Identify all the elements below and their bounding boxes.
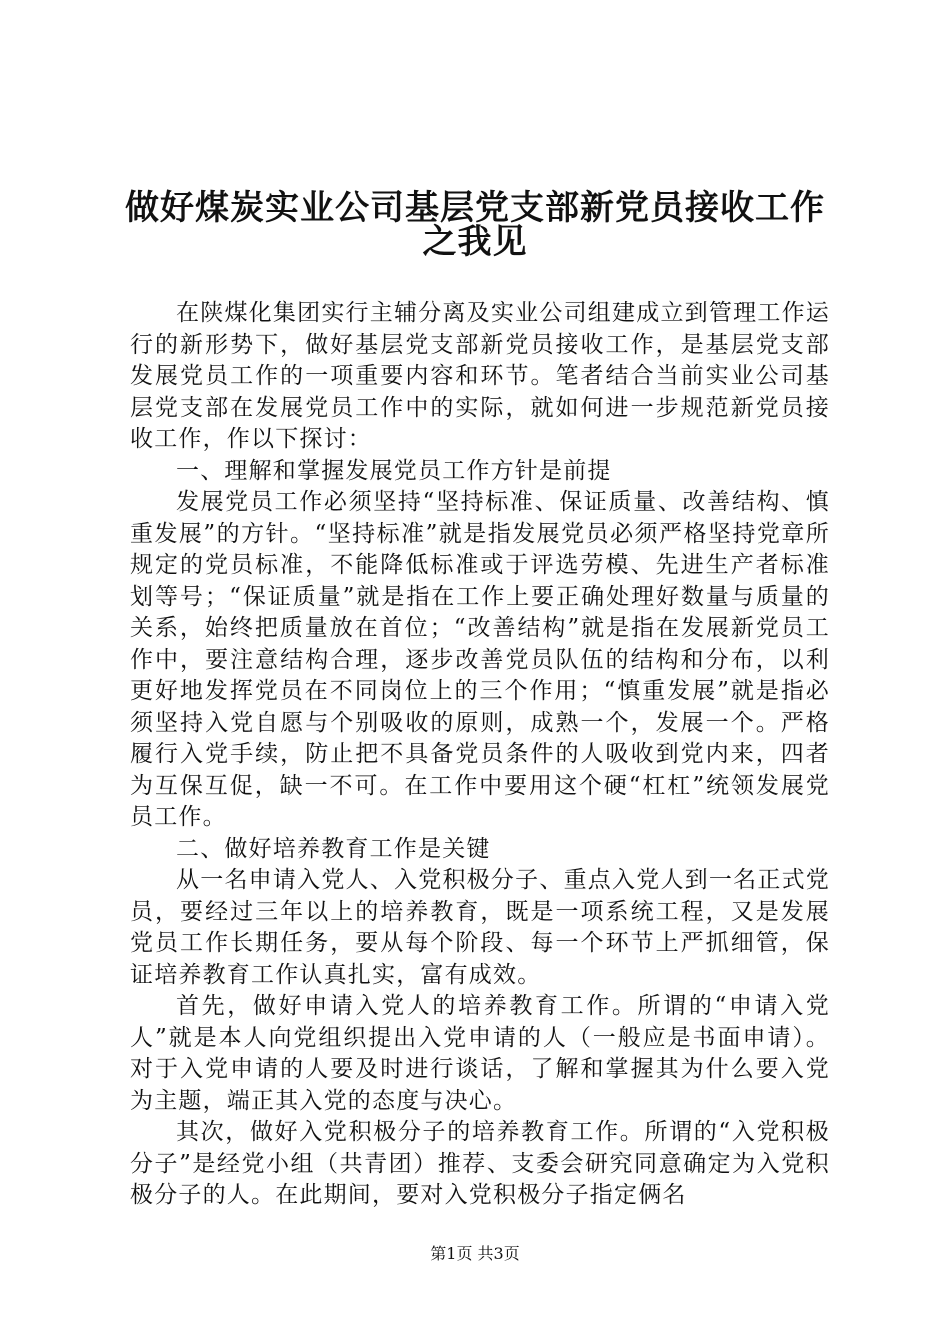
section-1-paragraph: 发展党员工作必须坚持“坚持标准、保证质量、改善结构、慎重发展”的方针。“坚持标准”就是指发展党员必须严格坚持党章所规定的党员标准，不能降低标准或于评选劳模、先进生产者标准划等号；“保证质量”就是指在工作上要正确处理好数量与质量的关系，始终把质量放在首位；“改善结构”就是指在发展新党员工作中，要注意结构合理，逐步改善党员队伍的结构和分布，以利更好地发挥党员在不同岗位上的三个作用；“慎重发展”就是指必须坚持入党自愿与个别吸收的原则，成熟一个，发展一个。严格履行入党手续，防止把不具备党员条件的人吸收到党内来，四者为互保互促，缺一不可。在工作中要用这个硬“杠杠”统领发展党员工作。: [130, 489, 830, 830]
section-heading-1: 一、理解和掌握发展党员工作方针是前提: [176, 457, 612, 484]
page-indicator: 第1页 共3页: [430, 1244, 520, 1263]
document-body: [130, 298, 830, 1212]
document-title-line1: 做好煤炭实业公司基层党支部新党员接收工作: [125, 188, 825, 228]
intro-paragraph: 在陕煤化集团实行主辅分离及实业公司组建成立到管理工作运行的新形势下，做好基层党支部新党员接收工作，是基层党支部发展党员工作的一项重要内容和环节。笔者结合当前实业公司基层党支部在发展党员工作中的实际，就如何进一步规范新党员接收工作，作以下探讨：: [130, 300, 830, 452]
section-2-first-point: 首先，做好申请入党人的培养教育工作。所谓的“申请入党人”就是本人向党组织提出入党申请的人（一般应是书面申请）。对于入党申请的人要及时进行谈话，了解和掌握其为什么要入党为主题，端正其入党的态度与决心。: [130, 993, 830, 1114]
section-2-second-point: 其次，做好入党积极分子的培养教育工作。所谓的“入党积极分子”是经党小组（共青团）推荐、支委会研究同意确定为入党积极分子的人。在此期间，要对入党积极分子指定俩名: [130, 1119, 830, 1208]
section-2-paragraph: 从一名申请入党人、入党积极分子、重点入党人到一名正式党员，要经过三年以上的培养教育，既是一项系统工程，又是发展党员工作长期任务，要从每个阶段、每一个环节上严抓细管，保证培养教育工作认真扎实，富有成效。: [130, 867, 830, 988]
document-title-line2: 之我见: [422, 222, 528, 262]
section-heading-2: 二、做好培养教育工作是关键: [176, 835, 491, 862]
